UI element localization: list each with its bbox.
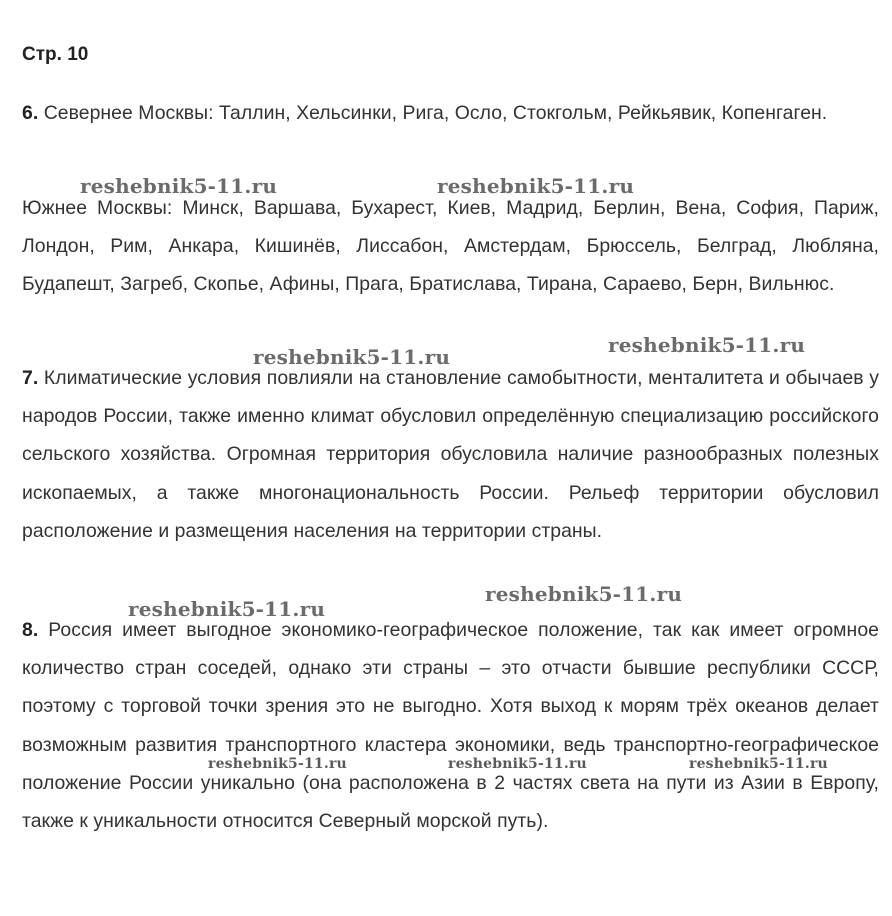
answer-text: Севернее Москвы: Таллин, Хельсинки, Рига, Осло, Стокгольм, Рейкьявик, Копенгаген.: [43, 102, 828, 124]
answer-7: [22, 359, 879, 550]
page-title: Стр. 10: [22, 44, 89, 65]
watermark: reshebnik5-11.ru: [253, 345, 451, 369]
answer-8: [22, 611, 879, 840]
answer-text: Южнее Москвы: Минск, Варшава, Бухарест, Киев, Мадрид, Берлин, Вена, София, Париж, Лондон, Рим, Анкара, Кишинёв, Лиссабон, Амстердам, Брюссель, Белград, Любляна, Будапешт, Загреб, Скопье, Афины, Прага, Братислава, Тирана, Сараево, Берн, Вильнюс.: [22, 197, 879, 296]
answer-text: Россия имеет выгодное экономико-географическое положение, так как имеет огромное количество стран соседей, однако эти страны – это отчасти бывшие республики СССР, поэтому с торговой точки зрения это не выгодно. Хотя выход к морям трёх океанов делает возможным развития транспортного кластера экономики, ведь транспортно-географическое положение России уникально (она расположена в 2 частях света на пути из Азии в Европу, также к уникальности относится Северный морской путь).: [22, 619, 879, 833]
answer-6-continued: [22, 189, 879, 304]
watermark: reshebnik5-11.ru: [689, 756, 828, 772]
watermark: reshebnik5-11.ru: [208, 756, 347, 772]
answer-number: 8.: [22, 619, 39, 641]
watermark: reshebnik5-11.ru: [437, 174, 635, 198]
watermark: reshebnik5-11.ru: [608, 333, 806, 357]
watermark: reshebnik5-11.ru: [485, 582, 683, 606]
answer-text: Климатические условия повлияли на становление самобытности, менталитета и обычаев у народов России, также именно климат обусловил определённую специализацию российского сельского хозяйства. Огромная территория обусловила наличие разнообразных полезных ископаемых, а также многонациональность России. Рельеф территории обусловил расположение и размещения населения на территории страны.: [22, 367, 879, 542]
answer-6: [22, 94, 879, 132]
watermark: reshebnik5-11.ru: [80, 174, 278, 198]
answer-number: 6.: [22, 102, 39, 124]
answer-number: 7.: [22, 367, 39, 389]
watermark: reshebnik5-11.ru: [448, 756, 587, 772]
watermark: reshebnik5-11.ru: [128, 597, 326, 621]
